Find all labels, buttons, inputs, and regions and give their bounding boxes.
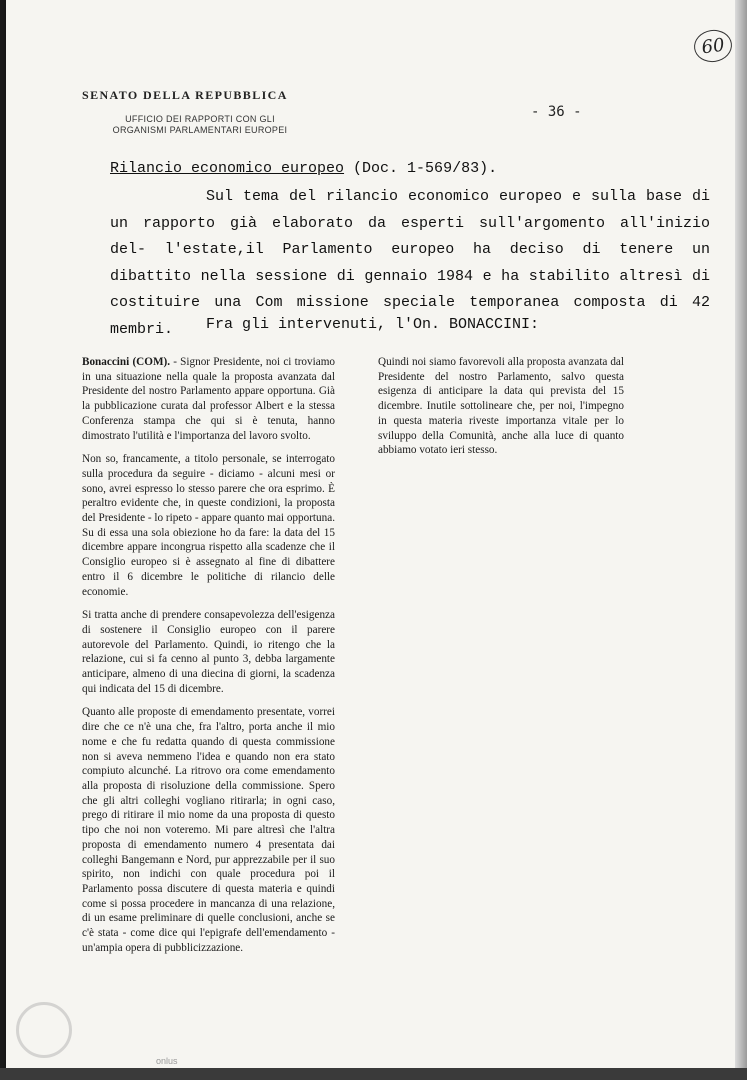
document-title: [110, 160, 497, 177]
office-line-1: UFFICIO DEI RAPPORTI CON GLI: [125, 114, 275, 124]
title-main: Rilancio economico europeo: [110, 160, 345, 177]
watermark-logo-icon: [16, 1002, 72, 1058]
scan-edge-shadow: [735, 0, 747, 1080]
speech-paragraph-4: Quanto alle proposte di emendamento presentate, vorrei dire che ce n'è una che, fra l'altro, porta anche il mio nome e che fu redatta quando di questa commissione non si aveva nemmeno l'idea e quando non era stato compiuto alcunché. La ritrovo ora come emendamento alla proposta di risoluzione della commissione. Spero che gli altri colleghi vogliano ritirarla; in ogni caso, prego di ritirare il mio nome da una proposta di questo tipo che noi non voteremo. Mi pare altresì che l'altra proposta di emendamento numero 4 presentata dai colleghi Bangemann e Nord, pur apprezzabile per il suo spirito, non indichi con quale procedura poi il Parlamento possa discutere di questa materia e quindi come si possa procedere in mancanza di una relazione, di un esame preliminare di quelle conclusioni, anche se c'è stata - come dice qui l'epigrafe dell'emendamento - un'ampia opera di pubblicizzazione.: [82, 706, 335, 954]
speaker-name: Bonaccini (COM).: [82, 356, 171, 368]
document-page: [6, 0, 736, 1070]
office-line-2: ORGANISMI PARLAMENTARI EUROPEI: [112, 125, 288, 135]
scan-bottom-edge: [0, 1068, 747, 1080]
speech-column-right: [378, 355, 624, 467]
speech-column-left: [82, 355, 335, 964]
speakers-line: Fra gli intervenuti, l'On. BONACCINI:: [206, 316, 540, 333]
institution-heading: SENATO DELLA REPUBBLICA: [82, 88, 288, 102]
title-reference: (Doc. 1-569/83).: [344, 160, 498, 177]
speech-paragraph-2: Non so, francamente, a titolo personale, se interrogato sulla procedura da seguire - diciamo - alcuni mesi or sono, avrei espresso lo stesso parere che ora esprimo. È peraltro evidente che, in queste condizioni, la proposta del Presidente - lo ripeto - appare quanto mai opportuna. Su di essa una sola obiezione ho da fare: la data del 15 dicembre appare incongrua rispetto alla scadenze che il Consiglio europeo si è assegnato al fine di dibattere entro il 6 dicembre le politiche di rilancio delle economie.: [82, 453, 335, 598]
speech-paragraph-5: Quindi noi siamo favorevoli alla proposta avanzata dal Presidente del nostro Parlamento, salvo questa esigenza di anticipare la data qui prevista del 15 dicembre. Inutile sottolineare che, per noi, l'impegno in questa materia riveste importanza vitale per lo sviluppo della Comunità, anche alla luce di quanto abbiamo votato ieri stesso.: [378, 356, 624, 457]
speech-paragraph-3: Si tratta anche di prendere consapevolezza dell'esigenza di sostenere il Consiglio europeo con il parere autorevole del Parlamento. Quindi, io ritengo che la relazione, cui si fa cenno al punto 3, debba largamente anticipare, almeno di una diecina di giorni, la scadenza qui indicata del 15 di dicembre.: [82, 609, 335, 695]
intro-paragraph: Sul tema del rilancio economico europeo e sulla base di un rapporto già elaborato da esperti sull'argomento all'inizio del- l'estate,il Parlamento europeo ha deciso di tenere un dibattito nella sessione di gennaio 1984 e ha stabilito altresì di costituire una Com missione speciale temporanea composta di 42 membri.: [110, 188, 710, 338]
office-heading: [100, 114, 300, 136]
page-number: - 36 -: [531, 104, 582, 120]
watermark-text: onlus: [156, 1056, 178, 1066]
folio-number: 60: [692, 28, 734, 65]
speech-paragraph-1: Bonaccini (COM). - Signor Presidente, noi ci troviamo in una situazione nella quale la proposta avanzata dal Presidente del nostro Parlamento appare opportuna. Già la pubblicazione curata dal professor Albert e la stessa Conferenza stampa che qui si è tenuta, hanno dimostrato l'utilità e l'importanza del lavoro svolto.: [82, 356, 335, 442]
